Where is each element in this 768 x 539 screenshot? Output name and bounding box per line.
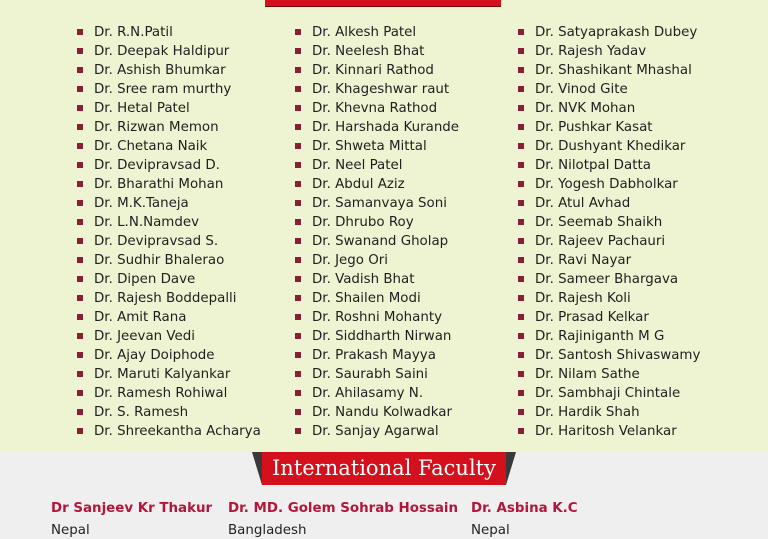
- square-bullet-icon: [295, 143, 301, 149]
- square-bullet-icon: [518, 276, 524, 282]
- square-bullet-icon: [77, 29, 83, 35]
- faculty-name: Dr. Sambhaji Chintale: [535, 386, 681, 401]
- faculty-name: Dr. Kinnari Rathod: [312, 63, 434, 78]
- faculty-name: Dr. Haritosh Velankar: [535, 424, 677, 439]
- faculty-name: Dr. Swanand Gholap: [312, 234, 449, 249]
- square-bullet-icon: [295, 200, 301, 206]
- square-bullet-icon: [518, 181, 524, 187]
- square-bullet-icon: [77, 428, 83, 434]
- square-bullet-icon: [77, 86, 83, 92]
- square-bullet-icon: [295, 409, 301, 415]
- square-bullet-icon: [77, 105, 83, 111]
- square-bullet-icon: [518, 390, 524, 396]
- faculty-name: Dr. Rajesh Yadav: [535, 44, 647, 59]
- faculty-name: Dr. Jego Ori: [312, 253, 389, 268]
- square-bullet-icon: [77, 257, 83, 263]
- faculty-name: Dr. Neel Patel: [312, 158, 403, 173]
- square-bullet-icon: [295, 219, 301, 225]
- faculty-name: Dr. Devipravsad S.: [94, 234, 219, 249]
- square-bullet-icon: [77, 314, 83, 320]
- international-member: [471, 500, 578, 539]
- square-bullet-icon: [518, 257, 524, 263]
- faculty-name: Dr. Siddharth Nirwan: [312, 329, 452, 344]
- square-bullet-icon: [77, 48, 83, 54]
- faculty-name: Dr. Abdul Aziz: [312, 177, 405, 192]
- faculty-name: Dr. Sree ram murthy: [94, 82, 232, 97]
- square-bullet-icon: [77, 390, 83, 396]
- faculty-name: Dr. Shreekantha Acharya: [94, 424, 261, 439]
- square-bullet-icon: [518, 162, 524, 168]
- square-bullet-icon: [77, 219, 83, 225]
- faculty-name: Dr. Prakash Mayya: [312, 348, 436, 363]
- faculty-name: Dr. Yogesh Dabholkar: [535, 177, 678, 192]
- faculty-name: Dr. Rajiniganth M G: [535, 329, 665, 344]
- square-bullet-icon: [295, 67, 301, 73]
- banner-fold-left: [252, 452, 262, 485]
- square-bullet-icon: [518, 105, 524, 111]
- faculty-name: Dr. Dushyant Khedikar: [535, 139, 686, 154]
- faculty-name: Dr. Nandu Kolwadkar: [312, 405, 452, 420]
- faculty-name: Dr. Ashish Bhumkar: [94, 63, 226, 78]
- faculty-name: Dr. Samanvaya Soni: [312, 196, 447, 211]
- faculty-name: Dr. Prasad Kelkar: [535, 310, 649, 325]
- square-bullet-icon: [295, 238, 301, 244]
- faculty-name: Dr. Pushkar Kasat: [535, 120, 653, 135]
- faculty-name: Dr. Sudhir Bhalerao: [94, 253, 225, 268]
- faculty-name: Dr. Deepak Haldipur: [94, 44, 230, 59]
- square-bullet-icon: [518, 295, 524, 301]
- faculty-name: Dr. Sanjay Agarwal: [312, 424, 439, 439]
- international-member-name: Dr. MD. Golem Sohrab Hossain: [228, 501, 458, 516]
- faculty-name: Dr. R.N.Patil: [94, 25, 173, 40]
- international-faculty-heading: International Faculty: [262, 452, 506, 485]
- faculty-name: Dr. M.K.Taneja: [94, 196, 189, 211]
- international-member-country: Nepal: [471, 523, 510, 538]
- square-bullet-icon: [518, 333, 524, 339]
- international-member-country: Bangladesh: [228, 523, 307, 538]
- top-banner-edge: [265, 0, 501, 7]
- square-bullet-icon: [77, 371, 83, 377]
- faculty-name: Dr. Rajesh Koli: [535, 291, 631, 306]
- square-bullet-icon: [295, 105, 301, 111]
- square-bullet-icon: [295, 48, 301, 54]
- international-member-name: Dr Sanjeev Kr Thakur: [51, 501, 213, 516]
- square-bullet-icon: [295, 181, 301, 187]
- faculty-name: Dr. S. Ramesh: [94, 405, 189, 420]
- square-bullet-icon: [518, 124, 524, 130]
- international-member: [51, 500, 212, 539]
- faculty-name: Dr. Saurabh Saini: [312, 367, 428, 382]
- square-bullet-icon: [77, 124, 83, 130]
- faculty-name: Dr. Nilam Sathe: [535, 367, 640, 382]
- square-bullet-icon: [77, 295, 83, 301]
- faculty-name: Dr. Chetana Naik: [94, 139, 208, 154]
- square-bullet-icon: [295, 390, 301, 396]
- faculty-name: Dr. Rajesh Boddepalli: [94, 291, 237, 306]
- faculty-name: Dr. Neelesh Bhat: [312, 44, 425, 59]
- square-bullet-icon: [77, 409, 83, 415]
- square-bullet-icon: [518, 48, 524, 54]
- faculty-name: Dr. NVK Mohan: [535, 101, 636, 116]
- faculty-name: Dr. Dipen Dave: [94, 272, 196, 287]
- faculty-name: Dr. Nilotpal Datta: [535, 158, 651, 173]
- banner-fold-right: [506, 452, 516, 485]
- square-bullet-icon: [295, 352, 301, 358]
- square-bullet-icon: [77, 162, 83, 168]
- square-bullet-icon: [295, 162, 301, 168]
- square-bullet-icon: [295, 257, 301, 263]
- square-bullet-icon: [518, 352, 524, 358]
- square-bullet-icon: [295, 314, 301, 320]
- faculty-name: Dr. Roshni Mohanty: [312, 310, 443, 325]
- faculty-name: Dr. Ajay Doiphode: [94, 348, 215, 363]
- square-bullet-icon: [295, 333, 301, 339]
- square-bullet-icon: [518, 428, 524, 434]
- faculty-name: Dr. Santosh Shivaswamy: [535, 348, 701, 363]
- square-bullet-icon: [518, 409, 524, 415]
- faculty-name: Dr. Harshada Kurande: [312, 120, 460, 135]
- faculty-name: Dr. Vadish Bhat: [312, 272, 415, 287]
- faculty-name: Dr. Dhrubo Roy: [312, 215, 414, 230]
- square-bullet-icon: [518, 238, 524, 244]
- faculty-name: Dr. Atul Avhad: [535, 196, 631, 211]
- square-bullet-icon: [295, 295, 301, 301]
- square-bullet-icon: [77, 67, 83, 73]
- square-bullet-icon: [77, 200, 83, 206]
- faculty-name: Dr. Ahilasamy N.: [312, 386, 424, 401]
- square-bullet-icon: [295, 86, 301, 92]
- faculty-name: Dr. Maruti Kalyankar: [94, 367, 231, 382]
- faculty-name: Dr. Rizwan Memon: [94, 120, 219, 135]
- faculty-name: Dr. Seemab Shaikh: [535, 215, 663, 230]
- faculty-name: Dr. Amit Rana: [94, 310, 187, 325]
- square-bullet-icon: [295, 371, 301, 377]
- square-bullet-icon: [77, 238, 83, 244]
- faculty-name: Dr. Alkesh Patel: [312, 25, 417, 40]
- international-member-country: Nepal: [51, 523, 90, 538]
- square-bullet-icon: [295, 29, 301, 35]
- faculty-name: Dr. Satyaprakash Dubey: [535, 25, 698, 40]
- international-member-name: Dr. Asbina K.C: [471, 501, 578, 516]
- faculty-name: Dr. Shashikant Mhashal: [535, 63, 692, 78]
- square-bullet-icon: [77, 181, 83, 187]
- square-bullet-icon: [295, 124, 301, 130]
- square-bullet-icon: [77, 352, 83, 358]
- square-bullet-icon: [518, 86, 524, 92]
- faculty-name: Dr. Khevna Rathod: [312, 101, 438, 116]
- faculty-name: Dr. Sameer Bhargava: [535, 272, 679, 287]
- faculty-name: Dr. L.N.Namdev: [94, 215, 200, 230]
- faculty-name: Dr. Shweta Mittal: [312, 139, 427, 154]
- square-bullet-icon: [77, 276, 83, 282]
- square-bullet-icon: [295, 276, 301, 282]
- faculty-name: Dr. Hardik Shah: [535, 405, 640, 420]
- square-bullet-icon: [295, 428, 301, 434]
- square-bullet-icon: [518, 314, 524, 320]
- faculty-name: Dr. Ramesh Rohiwal: [94, 386, 228, 401]
- square-bullet-icon: [77, 333, 83, 339]
- faculty-name: Dr. Shailen Modi: [312, 291, 421, 306]
- international-member: [228, 500, 458, 539]
- square-bullet-icon: [518, 200, 524, 206]
- faculty-name: Dr. Ravi Nayar: [535, 253, 632, 268]
- faculty-name: Dr. Bharathi Mohan: [94, 177, 224, 192]
- faculty-name: Dr. Hetal Patel: [94, 101, 190, 116]
- faculty-name: Dr. Devipravsad D.: [94, 158, 220, 173]
- faculty-name: Dr. Vinod Gite: [535, 82, 628, 97]
- square-bullet-icon: [518, 29, 524, 35]
- square-bullet-icon: [518, 67, 524, 73]
- faculty-name: Dr. Khageshwar raut: [312, 82, 450, 97]
- faculty-name: Dr. Jeevan Vedi: [94, 329, 195, 344]
- square-bullet-icon: [518, 219, 524, 225]
- square-bullet-icon: [518, 371, 524, 377]
- square-bullet-icon: [518, 143, 524, 149]
- square-bullet-icon: [77, 143, 83, 149]
- faculty-name: Dr. Rajeev Pachauri: [535, 234, 666, 249]
